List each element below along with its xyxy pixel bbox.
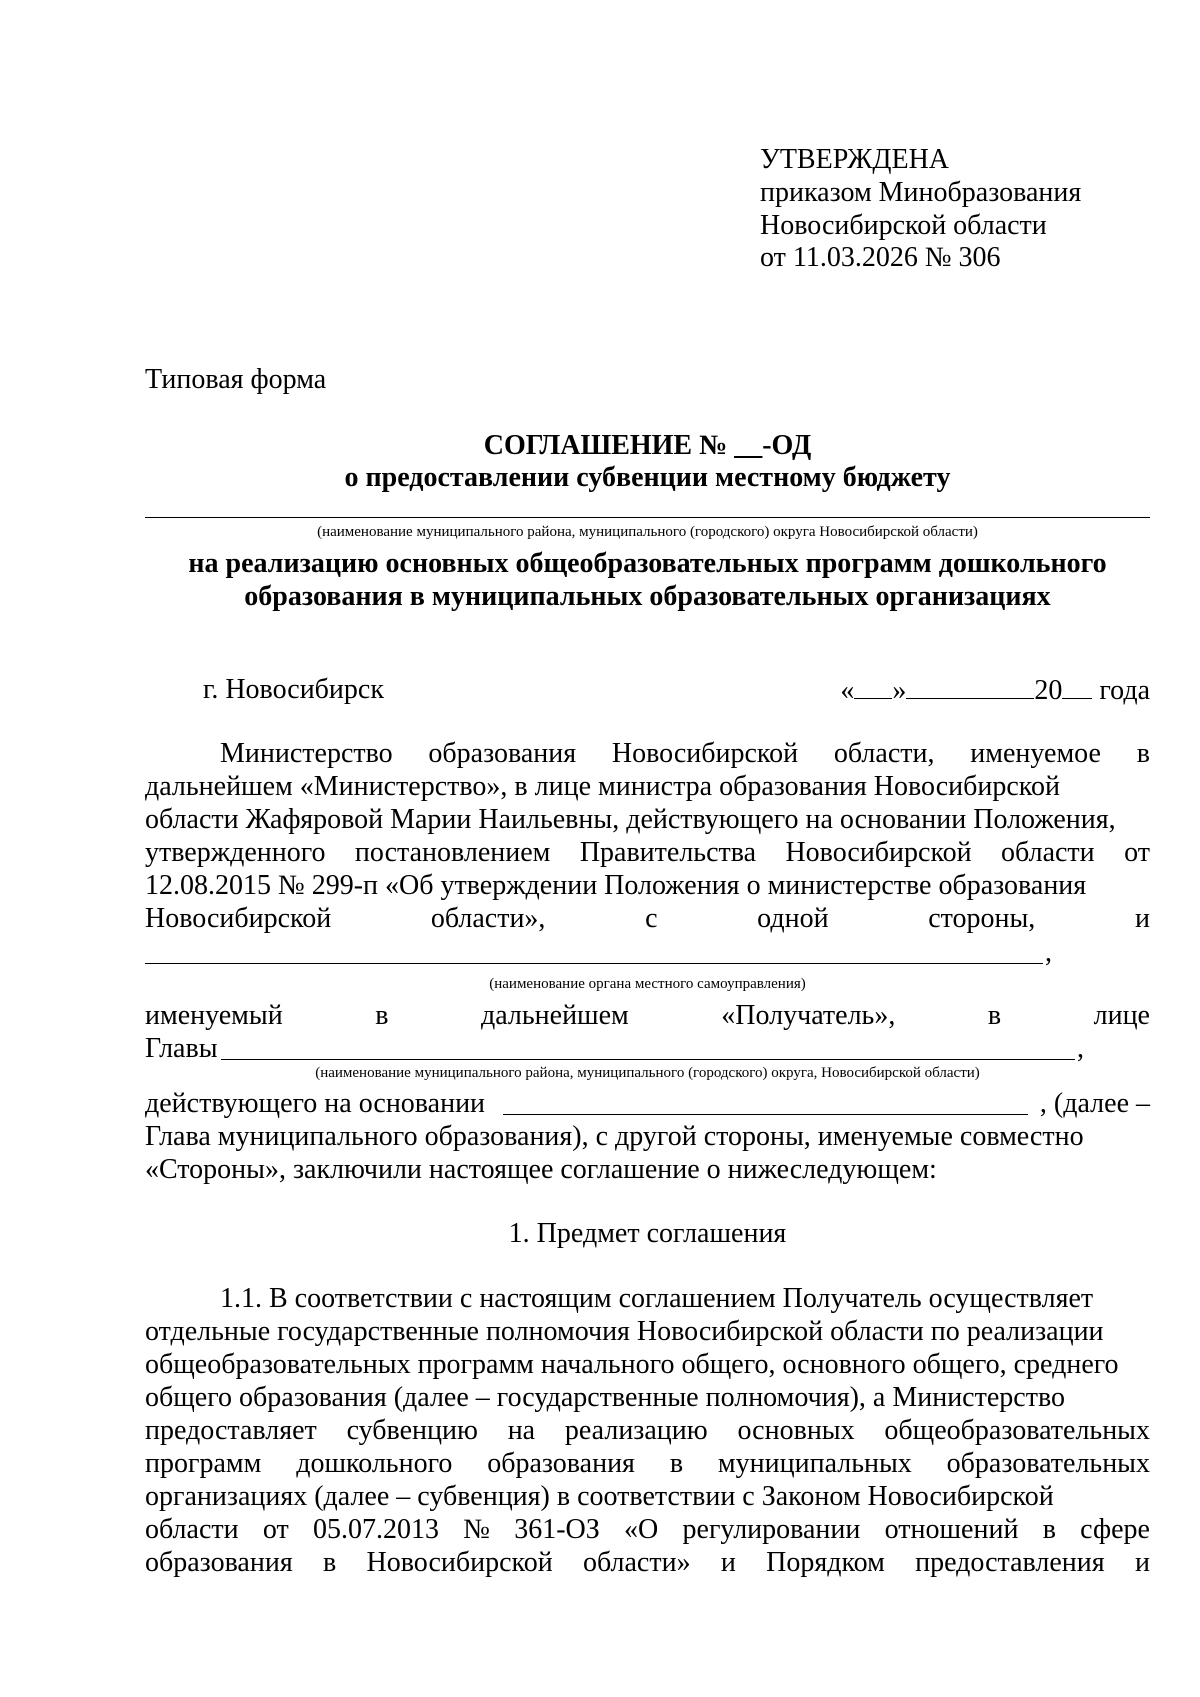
- head-blank-line: [221, 1059, 1075, 1060]
- purpose-line-2: образования в муниципальных образовательных организациях: [244, 581, 1051, 612]
- clause-1-1-line-8: [145, 1514, 1150, 1546]
- word: в: [375, 1000, 389, 1031]
- preamble-line-3: области Жафяровой Марии Наильевны, действующего на основании Положения,: [145, 804, 1116, 835]
- local-body-caption: (наименование органа местного самоуправления): [489, 976, 806, 992]
- word: именуемый: [145, 1000, 283, 1031]
- word: области,: [833, 738, 935, 769]
- approval-title: УТВЕРЖДЕНА: [760, 144, 950, 175]
- preamble-line-2: дальнейшем «Министерство», в лице министра образования Новосибирской: [145, 771, 1060, 802]
- form-type: Типовая форма: [145, 364, 327, 395]
- local-body-blank-line: [145, 963, 1043, 964]
- word: постановлением: [354, 837, 551, 868]
- month-blank: [906, 674, 1034, 699]
- year-blank: [1062, 674, 1092, 699]
- open-quote: «: [840, 675, 855, 706]
- word: и: [720, 1547, 736, 1578]
- basis-tail: , (далее –: [1039, 1088, 1150, 1119]
- clause-1-1-line-9: [145, 1547, 1150, 1579]
- year-word: года: [1099, 675, 1150, 706]
- word: Новосибирской: [785, 837, 972, 868]
- head-caption: (наименование муниципального района, муниципального (городского) округа, Новосибирской области): [315, 1065, 980, 1081]
- word: общеобразовательных: [884, 1415, 1150, 1446]
- word: дальнейшем: [481, 1000, 629, 1031]
- word: с: [645, 903, 658, 934]
- word: №: [463, 1514, 490, 1545]
- city: г. Новосибирск: [203, 674, 384, 705]
- basis-blank-line: [503, 1114, 1028, 1115]
- word: образования: [428, 738, 577, 769]
- word: Министерство: [220, 738, 393, 769]
- agreement-title: СОГЛАШЕНИЕ № __-ОД: [483, 430, 812, 461]
- word: Новосибирской: [145, 903, 332, 934]
- word: предоставляет: [145, 1415, 317, 1446]
- word: Порядком: [766, 1547, 885, 1578]
- word: регулировании: [682, 1514, 861, 1545]
- word: сфере: [1080, 1514, 1150, 1545]
- clause-1-1-line-1: 1.1. В соответствии с настоящим соглашением Получатель осуществляет: [220, 1283, 1094, 1314]
- word: программ: [145, 1448, 262, 1479]
- approval-line-1: приказом Минобразования: [760, 177, 1082, 208]
- word: в: [987, 1000, 1002, 1031]
- word: реализацию: [564, 1415, 708, 1446]
- word: основных: [737, 1415, 855, 1446]
- word: и: [1134, 903, 1150, 934]
- preamble-line-5: 12.08.2015 № 299-п «Об утверждении Положения о министерстве образования: [145, 870, 1087, 901]
- word: образования: [145, 1547, 293, 1578]
- word: стороны,: [928, 903, 1036, 934]
- word: «О: [624, 1514, 659, 1545]
- word: утвержденного: [145, 837, 326, 868]
- head-comma: ,: [1077, 1033, 1084, 1064]
- recipient-line: [145, 1000, 1150, 1032]
- clause-1-1-line-5: [145, 1415, 1150, 1447]
- word: области»: [582, 1547, 691, 1578]
- preamble-tail-2: «Стороны», заключили настоящее соглашение о нижеследующем:: [145, 1154, 937, 1185]
- basis-label: действующего на основании: [145, 1088, 486, 1119]
- clause-1-1-line-3: общеобразовательных программ начального общего, основного общего, среднего: [145, 1349, 1119, 1380]
- word: «Получатель»,: [721, 1000, 896, 1031]
- word: дошкольного: [296, 1448, 453, 1479]
- word: области: [145, 1514, 239, 1545]
- clause-1-1-line-7: организациях (далее – субвенция) в соответствии с Законом Новосибирской: [145, 1481, 1054, 1512]
- approval-date-number: от 11.03.2026 № 306: [760, 242, 1001, 273]
- clause-1-1-line-6: [145, 1448, 1150, 1480]
- section-1-title: 1. Предмет соглашения: [508, 1218, 787, 1249]
- municipality-caption: (наименование муниципального района, муниципального (городского) округа Новосибирской области): [317, 524, 978, 540]
- word: области: [1001, 837, 1095, 868]
- preamble-line-4: [145, 837, 1150, 869]
- clause-1-1-line-2: отдельные государственные полномочия Новосибирской области по реализации: [145, 1316, 1104, 1347]
- word: в: [322, 1547, 337, 1578]
- word: одной: [757, 903, 829, 934]
- word: 05.07.2013: [312, 1514, 439, 1545]
- clause-1-1-line-4: общего образования (далее – государственные полномочия), а Министерство: [145, 1382, 1065, 1413]
- word: в: [1136, 738, 1150, 769]
- word: Правительства: [579, 837, 757, 868]
- word: и: [1134, 1547, 1150, 1578]
- local-body-comma: ,: [1045, 937, 1052, 968]
- preamble-line-1: [220, 738, 1150, 770]
- year-prefix: 20: [1034, 675, 1063, 706]
- purpose-line-1: на реализацию основных общеобразовательных программ дошкольного: [188, 548, 1107, 579]
- day-blank: [854, 674, 892, 699]
- word: от: [262, 1514, 289, 1545]
- date-line: [840, 674, 1150, 707]
- word: лице: [1093, 1000, 1150, 1031]
- municipality-blank-line: [145, 517, 1150, 518]
- word: области»,: [430, 903, 546, 934]
- word: в: [669, 1448, 684, 1479]
- word: субвенцию: [346, 1415, 478, 1446]
- word: на: [507, 1415, 536, 1446]
- word: предоставления: [915, 1547, 1105, 1578]
- preamble-line-6: [145, 903, 1150, 935]
- preamble-tail-1: Глава муниципального образования), с другой стороны, именуемые совместно: [145, 1121, 1084, 1152]
- approval-line-2: Новосибирской области: [760, 210, 1047, 241]
- word: образования: [487, 1448, 635, 1479]
- head-label: Главы: [145, 1033, 218, 1064]
- close-quote: »: [892, 675, 907, 706]
- word: от: [1124, 837, 1150, 868]
- word: образовательных: [946, 1448, 1150, 1479]
- agreement-subtitle: о предоставлении субвенции местному бюджету: [344, 462, 951, 493]
- word: в: [1042, 1514, 1056, 1545]
- word: отношений: [884, 1514, 1019, 1545]
- word: Новосибирской: [611, 738, 799, 769]
- word: Новосибирской: [366, 1547, 553, 1578]
- word: муниципальных: [717, 1448, 912, 1479]
- word: 361-ОЗ: [514, 1514, 600, 1545]
- word: именуемое: [970, 738, 1101, 769]
